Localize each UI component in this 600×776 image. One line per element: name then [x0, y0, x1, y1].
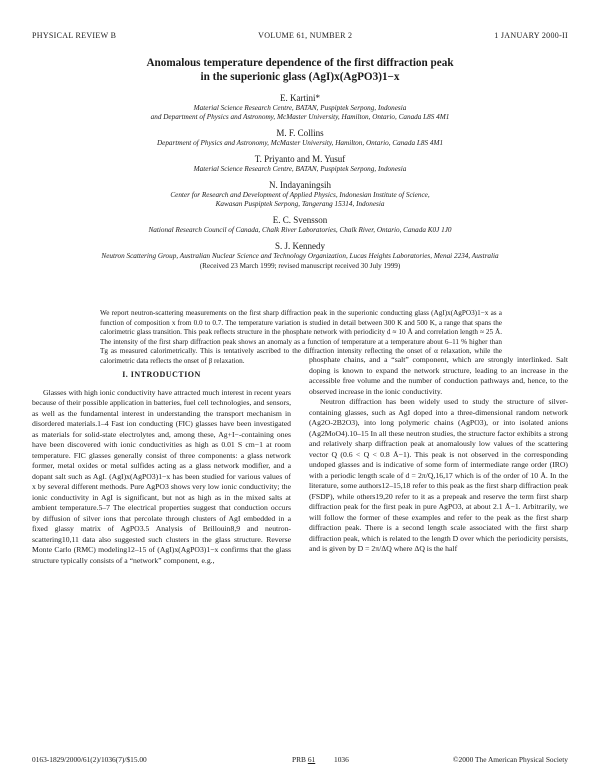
volume-number: VOLUME 61, NUMBER 2 — [258, 31, 353, 40]
author-name: T. Priyanto and M. Yusuf — [254, 154, 346, 164]
author-name: E. Kartini* — [280, 93, 320, 103]
paragraph: Neutron diffraction has been widely used to study the structure of silver-containing glasses, such as AgI doped into a three-dimensional random network (Ag2O-2B2O3), into long polymeric chains (AgPO3), or into isolated anions (Ag2MoO4).10–15 In all these neutron studies, the structure factor exhibits a strong and relatively sharp diffraction peak at anomalously low values of the scattering vector Q (0.6 < Q < 0.8 Å−1). This peak is not observed in the corresponding undoped glasses and is indicative of some form of intermediate range order (IRO) with a periodic length scale of d = 2π/Q,16,17 which is of the order of 10 Å. In the literature, some authors12–15,18 refer to this peak as the first sharp diffraction peak (FSDP), while others19,20 refer to it as a prepeak and reserve the term first sharp diffraction peak for the first peak in pure AgPO3, at about 2.1 Å−1. Arbitrarily, we will follow the former of these examples and refer to the peak as the first sharp diffraction peak. There is a second length scale associated with the first sharp diffraction peak, which is related to the length D over which the periodicity persists, and is given by D = 2π/ΔQ where ΔQ is the half — [309, 397, 568, 553]
title-line-2: in the superionic glass (AgI)x(AgPO3)1−x — [200, 70, 400, 83]
title-line-1: Anomalous temperature dependence of the first diffraction peak — [146, 57, 454, 69]
section-heading: I. INTRODUCTION — [122, 370, 201, 379]
publication-code: 0163-1829/2000/61(2)/1036(7)/$15.00 — [32, 755, 147, 764]
right-column — [309, 355, 568, 555]
author-block — [30, 128, 570, 148]
author-block — [30, 180, 570, 210]
author-block — [30, 241, 570, 261]
author-block — [30, 93, 570, 123]
affiliation: Neutron Scattering Group, Australian Nuclear Science and Technology Organization, Lucas Heights Laboratories, Menai 2234, Australia — [101, 251, 499, 260]
paragraph: Glasses with high ionic conductivity have attracted much interest in recent years because of their possible application in batteries, fuel cell technologies, and sensors, as well as the fundamental interest in understanding the transport mechanism in disordered materials.1–4 Fast ion conducting (FIC) glasses have been investigated as materials for solid-state electrolytes and, among these, Ag+I−-containing ones have been discovered with ionic conductivities as high as 0.01 S cm−1 at room temperature. FIC glasses generally consist of three components: a glass network former, metal oxides or metal sulfides acting as a glass network modifier, and a dopant salt such as AgI. (AgI)x(AgPO3)1−x has been studied for various values of x by several different methods. Pure AgPO3 shows very low ionic conductivity; the ionic conductivity in AgI is significant, but not as high as in the mixed salts at ambient temperature.5–7 The electrical properties suggest that conduction occurs by diffusion of silver ions that percolate through clusters of AgI embedded in a fixed glassy matrix of AgPO3.5 Analysis of Brillouin8,9 and neutron-scattering10,11 data also suggested such clusters in the glass structure. Reverse Monte Carlo (RMC) modeling12–15 of (AgI)x(AgPO3)1−x confirms that the glass structure typically consists of a “network” component, e.g., — [32, 387, 291, 565]
journal-abbrev: PRB — [292, 755, 306, 764]
author-block — [30, 154, 570, 174]
affiliation: and Department of Physics and Astronomy, McMaster University, Hamilton, Ontario, Canada L8S 4M1 — [150, 113, 450, 122]
author-list — [30, 93, 570, 271]
affiliation: Center for Research and Development of Applied Physics, Indonesian Institute of Science, — [170, 190, 430, 199]
journal-name: PHYSICAL REVIEW B — [32, 31, 117, 40]
received-dates: (Received 23 March 1999; revised manuscript received 30 July 1999) — [199, 261, 401, 270]
journal-volume — [292, 755, 315, 764]
issue-date: 1 JANUARY 2000-II — [494, 31, 568, 40]
affiliation: Kawasan Puspiptek Serpong, Tangerang 15314, Indonesia — [215, 200, 385, 209]
author-name: S. J. Kennedy — [275, 240, 325, 251]
affiliation: National Research Council of Canada, Chalk River Laboratories, Chalk River, Ontario, Canada K0J 1J0 — [148, 226, 452, 234]
paper-title — [60, 57, 540, 84]
affiliation: Material Science Research Centre, BATAN, Puspiptek Serpong, Indonesia — [193, 165, 407, 173]
abstract: We report neutron-scattering measurements on the first sharp diffraction peak in the superionic conducting glass (AgI)x(AgPO3)1−x as a function of composition x from 0.0 to 0.7. The temperature variation is studied in detail between 300 K and 500 K, a range that spans the calorimetric glass transition. This peak reflects structure in the phosphate network with periodicity d ≈ 10 Å and correlation length ≈ 25 Å. The intensity of the first sharp diffraction peak shows an anomaly as a function of temperature at a temperature about 6–11 % higher than Tg as measured calorimetrically. This is tentatively ascribed to the diffraction intensity reflecting the onset of α relaxation, while the calorimetric data reflects the onset of β relaxation. — [100, 309, 502, 365]
running-header — [32, 31, 568, 40]
left-column — [32, 355, 291, 566]
paragraph: phosphate chains, and a “salt” component, which are strongly interlinked. Salt doping is known to expand the network structure, leading to an increase in the accessible free volume and the number of conduction pathways and, hence, to the observed increase in the ionic conductivity. — [309, 355, 568, 396]
author-block — [30, 215, 570, 235]
author-name: M. F. Collins — [276, 128, 324, 139]
affiliation: Material Science Research Centre, BATAN, Puspiptek Serpong, Indonesia — [193, 104, 407, 112]
page-number: 1036 — [334, 755, 349, 764]
author-name: E. C. Svensson — [272, 215, 328, 225]
author-name: N. Indayaningsih — [269, 179, 331, 190]
volume-link: 61 — [307, 755, 316, 764]
affiliation: Department of Physics and Astronomy, McMaster University, Hamilton, Ontario, Canada L8S 4M1 — [156, 139, 444, 148]
copyright: ©2000 The American Physical Society — [452, 755, 568, 764]
